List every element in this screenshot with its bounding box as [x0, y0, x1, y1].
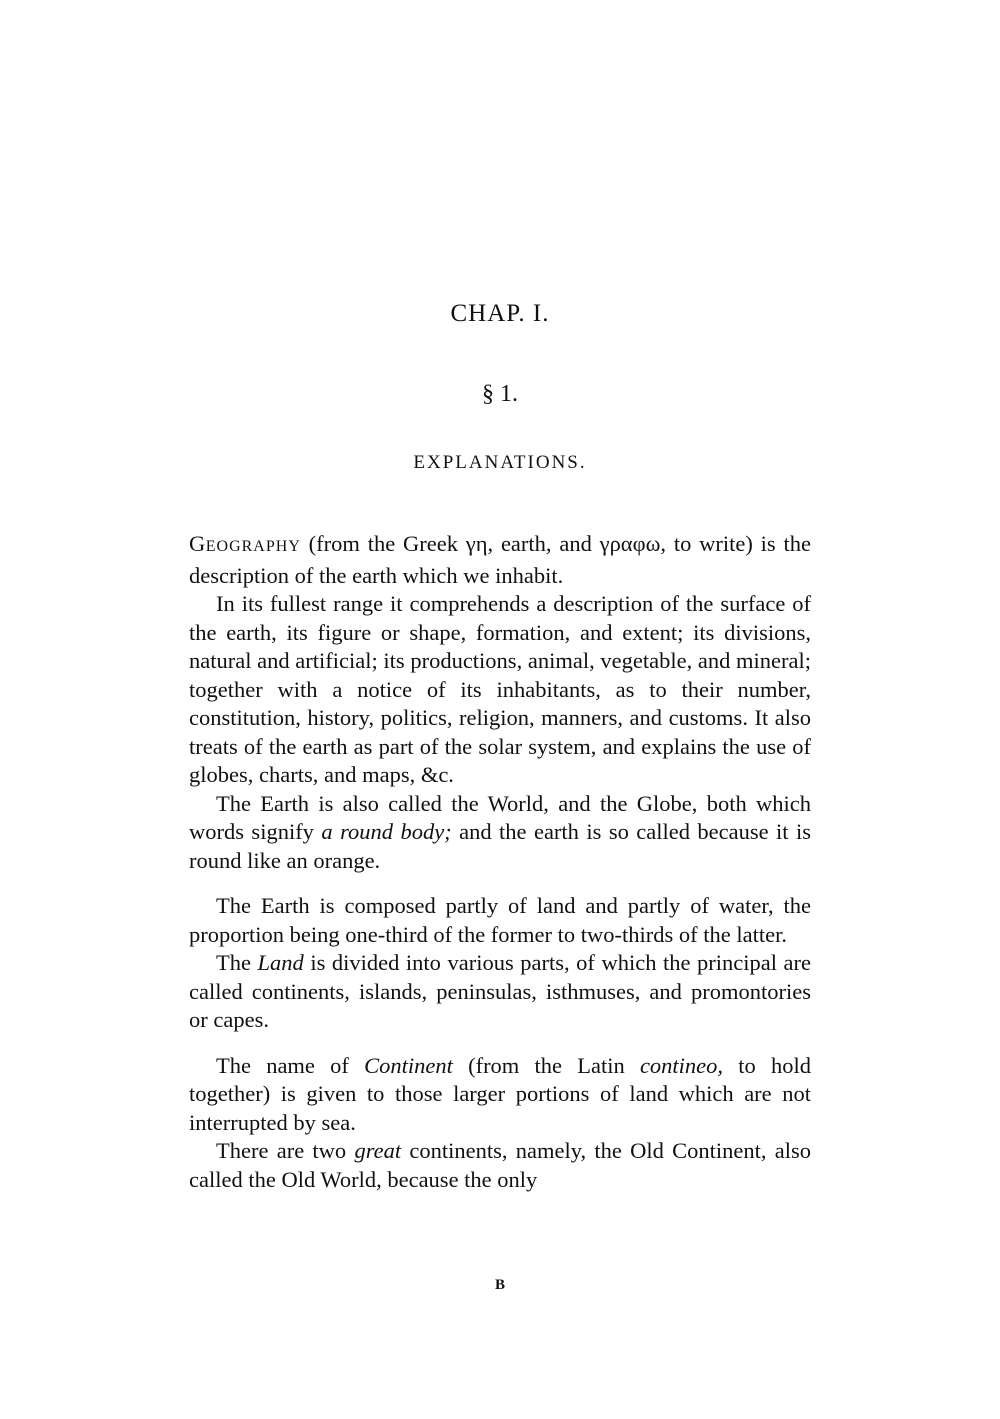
- paragraph-5-text-b: is divided into various parts, of which the principal are called continents, islands, peninsulas, isthmuses, and promontories or capes.: [189, 950, 812, 1032]
- paragraph-2: In its fullest range it comprehends a description of the surface of the earth, its figure or shape, formation, and extent; its divisions, natural and artificial; its productions, animal, vegetable, and mineral; together with a notice of its inhabitants, as to their number, constitution, history, politics, religion, manners, and customs. It also treats of the earth as part of the solar system, and explains the use of globes, charts, and maps, &c.: [189, 591, 811, 787]
- paragraph-1-text-a: (from the Greek: [300, 531, 466, 556]
- paragraph-6-italic-a: Continent: [364, 1052, 453, 1078]
- signature-mark: B: [494, 1277, 505, 1293]
- section-heading: EXPLANATIONS.: [413, 452, 587, 473]
- smallcaps-rest: EOGRAPHY: [205, 538, 301, 555]
- paragraph-3-text-a: The Earth is also called the World, and the Globe, both which words signify: [189, 790, 811, 844]
- paragraph-6: [189, 1052, 811, 1138]
- paragraph-5: [189, 949, 811, 1035]
- paragraph-6-text-c: to hold together) is given to those larger portions of land which are not interrupted by sea.: [189, 1052, 811, 1135]
- paragraph-7-text-a: There are two: [216, 1138, 355, 1163]
- paragraph-4: The Earth is composed partly of land and partly of water, the proportion being one-third of the former to two-thirds of the latter.: [189, 893, 811, 947]
- paragraph-7: [189, 1137, 811, 1194]
- smallcaps-initial: G: [189, 531, 206, 556]
- greek-word-grapho: γραφω: [599, 531, 661, 556]
- paragraph-1: [189, 530, 811, 590]
- paragraph-1-text-b: , earth, and: [487, 531, 600, 556]
- paragraph-3-text-b: and the earth is so called because it is round like an orange.: [189, 819, 811, 873]
- paragraph-7-italic: great: [354, 1138, 402, 1163]
- greek-word-ge: γη: [465, 531, 488, 556]
- paragraph-1-text-c: , to write) is the description of the earth which we inhabit.: [189, 531, 811, 588]
- body-text: [189, 530, 811, 1194]
- paragraph-6-italic-b: contineo,: [639, 1052, 724, 1078]
- paragraph-5-text-a: The: [216, 950, 258, 975]
- paragraph-6-text-b: (from the Latin: [452, 1052, 640, 1078]
- paragraph-7-text-b: continents, namely, the Old Continent, also called the Old World, because the only: [189, 1138, 811, 1192]
- chapter-title: CHAP. I.: [450, 300, 550, 327]
- paragraph-3-italic: a round body;: [321, 819, 452, 844]
- section-number: § 1.: [482, 381, 518, 407]
- paragraph-3: [189, 790, 811, 876]
- paragraph-6-text-a: The name of: [216, 1052, 365, 1078]
- paragraph-5-italic: Land: [257, 950, 304, 975]
